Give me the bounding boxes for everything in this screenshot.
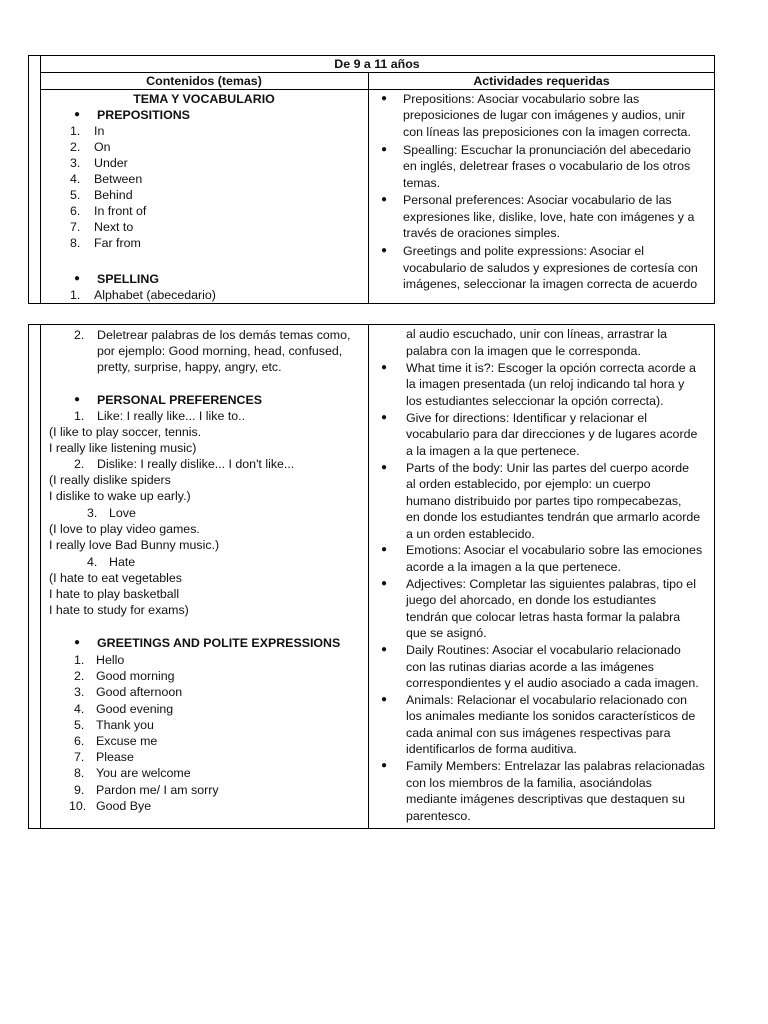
greeting-number: 9. <box>74 782 85 797</box>
preposition-item: Far from <box>94 236 141 250</box>
activity-line: en inglés, deletrear frases o vocabulario de los otros <box>403 159 691 174</box>
activity-line: juego del ahorcado, en donde los estudiantes <box>406 593 657 608</box>
section-title: TEMA Y VOCABULARIO <box>133 92 275 106</box>
bullet-icon: ● <box>74 109 81 120</box>
activity-line: Adjectives: Completar las siguientes palabras, tipo el <box>406 576 696 591</box>
greeting-item: You are welcome <box>96 766 191 781</box>
activity-line: expresiones like, dislike, love, hate con imágenes y a <box>403 209 695 224</box>
activity-line: Greetings and polite expressions: Asociar el <box>403 244 645 259</box>
activity-line: través de oraciones simples. <box>403 226 561 241</box>
column-divider <box>368 72 369 303</box>
bullet-icon: ● <box>381 760 388 772</box>
activity-line: Animals: Relacionar el vocabulario relacionado con <box>406 693 688 707</box>
preposition-item: In <box>94 124 105 138</box>
preferences-heading: PERSONAL PREFERENCES <box>97 393 263 407</box>
bullet-icon: ● <box>381 194 388 206</box>
greeting-number: 1. <box>74 653 85 667</box>
spelling-item: Alphabet (abecedario) <box>94 288 216 302</box>
bullet-icon: ● <box>74 637 81 648</box>
activity-line: a un orden establecido. <box>406 526 535 541</box>
preposition-number: 5. <box>70 188 81 202</box>
row-divider <box>40 89 714 90</box>
preposition-number: 4. <box>70 172 81 186</box>
greeting-number: 8. <box>74 766 85 781</box>
preposition-number: 1. <box>70 124 81 138</box>
header-activities: Actividades requeridas <box>473 74 610 88</box>
pref-number: 1. <box>74 409 85 423</box>
spelling-heading: SPELLING <box>97 272 159 286</box>
activity-line: parentesco. <box>406 808 471 823</box>
activity-continuation-line: al audio escuchado, unir con líneas, arrastrar la <box>406 327 668 341</box>
spelling-item-number: 1. <box>70 288 81 302</box>
activity-continuation-line: palabra con la imagen que le corresponda. <box>406 344 641 358</box>
bullet-icon: ● <box>381 143 388 155</box>
preposition-number: 2. <box>70 140 81 154</box>
activity-line: Give for directions: Identificar y relacionar el <box>406 410 648 425</box>
bullet-icon: ● <box>381 544 388 556</box>
activity-line: en donde los estudiantes tendrán que armarlo acorde <box>406 510 701 525</box>
bullet-icon: ● <box>74 273 81 284</box>
activity-line: Parts of the body: Unir las partes del cuerpo acorde <box>406 460 690 475</box>
greeting-item: Good afternoon <box>96 685 183 700</box>
greeting-number: 6. <box>74 734 85 748</box>
activity-line: la imagen presentada (un reloj indicando tal hora y <box>406 377 685 392</box>
activity-line: Daily Routines: Asociar el vocabulario relacionado <box>406 643 681 658</box>
bullet-icon: ● <box>381 694 388 705</box>
greeting-number: 10. <box>69 798 87 813</box>
activity-line: Spealling: Escuchar la pronunciación del abecedario <box>403 142 691 157</box>
activity-line: con las rutinas diarias acorde a las imágenes <box>406 659 654 674</box>
activity-line: cada animal con sus imágenes respectivas para <box>406 725 671 740</box>
activity-line: preposiciones de lugar con imágenes y audios, unir <box>403 108 686 123</box>
activity-line: Personal preferences: Asociar vocabulario de las <box>403 193 672 208</box>
greeting-item: Good morning <box>96 669 175 684</box>
spelling-item-number: 2. <box>74 328 85 342</box>
activity-line: vocabulario para dar direcciones y de lugares acorde <box>406 427 698 442</box>
bullet-icon: ● <box>381 461 388 473</box>
activity-line: acorde a la imagen a la que pertenece. <box>406 559 621 574</box>
greeting-item: Pardon me/ I am sorry <box>96 782 219 797</box>
bullet-icon: ● <box>381 644 388 656</box>
preposition-number: 8. <box>70 236 81 250</box>
preposition-item: Under <box>94 156 128 170</box>
activity-line: con líneas las preposiciones con la imagen correcta. <box>403 124 691 139</box>
bullet-icon: ● <box>381 411 388 423</box>
bullet-icon: ● <box>74 394 81 405</box>
pref-number: 3. <box>87 506 98 520</box>
greeting-number: 3. <box>74 685 85 700</box>
greetings-heading: GREETINGS AND POLITE EXPRESSIONS <box>97 636 341 650</box>
activity-line: mediante imágenes descriptivas que destaquen su <box>406 792 685 807</box>
preposition-item: Between <box>94 172 143 186</box>
bullet-icon: ● <box>381 362 388 373</box>
pref-example: I dislike to wake up early.) <box>49 489 191 503</box>
activity-line: vocabulario de saludos y expresiones de cortesía con <box>403 260 698 275</box>
preposition-number: 6. <box>70 204 81 218</box>
table-ages-9-11-part2 <box>28 324 715 829</box>
pref-number: 4. <box>87 555 98 569</box>
pref-example: I hate to play basketball <box>49 587 180 601</box>
table-ages-9-11-part1 <box>28 55 715 304</box>
activity-line: correspondientes y el audio asociado a cada imagen. <box>406 676 699 691</box>
pref-example: I really like listening music) <box>49 441 197 455</box>
preposition-number: 7. <box>70 220 81 234</box>
activity-line: temas. <box>403 175 441 190</box>
pref-dislike: Dislike: I really dislike... I don't like... <box>97 457 295 471</box>
table-title: De 9 a 11 años <box>334 57 420 71</box>
greeting-item: Good evening <box>96 701 174 716</box>
column-divider <box>40 325 41 828</box>
greeting-item: Good Bye <box>96 798 152 813</box>
greeting-item: Hello <box>96 653 125 667</box>
column-divider <box>368 325 369 828</box>
pref-like: Like: I really like... I like to.. <box>97 409 246 423</box>
pref-example: (I like to play soccer, tennis. <box>49 425 202 439</box>
activity-line: a la imagen a la que pertenece. <box>406 443 580 458</box>
greeting-number: 7. <box>74 750 85 765</box>
pref-number: 2. <box>74 457 85 471</box>
pref-example: (I hate to eat vegetables <box>49 571 182 585</box>
activity-line: Prepositions: Asociar vocabulario sobre las <box>403 92 640 106</box>
greeting-item: Thank you <box>96 717 154 732</box>
greeting-number: 5. <box>74 717 85 732</box>
activity-line: Family Members: Entrelazar las palabras relacionadas <box>406 759 705 774</box>
activity-line: que se asignó. <box>406 626 487 641</box>
pref-example: I really love Bad Bunny music.) <box>49 538 220 552</box>
greeting-number: 2. <box>74 669 85 684</box>
pref-hate: Hate <box>109 555 136 569</box>
activity-line: Emotions: Asociar el vocabulario sobre las emociones <box>406 543 703 558</box>
preposition-item: Next to <box>94 220 134 234</box>
prepositions-heading: PREPOSITIONS <box>97 108 190 122</box>
activity-line: What time it is?: Escoger la opción correcta acorde a <box>406 361 696 375</box>
spelling-item-line: pretty, surprise, happy, angry, etc. <box>97 360 282 374</box>
bullet-icon: ● <box>381 245 388 257</box>
preposition-item: Behind <box>94 188 133 202</box>
greeting-item: Excuse me <box>96 734 158 748</box>
preposition-number: 3. <box>70 156 81 170</box>
pref-love: Love <box>109 506 136 520</box>
header-contents: Contenidos (temas) <box>146 74 262 88</box>
preposition-item: On <box>94 140 111 154</box>
pref-example: (I love to play video games. <box>49 522 200 536</box>
pref-example: (I really dislike spiders <box>49 473 171 487</box>
greeting-number: 4. <box>74 701 85 716</box>
activity-line: humano distribuido por partes tipo rompecabezas, <box>406 493 682 508</box>
activity-line: imágenes, seleccionar la imagen correcta de acuerdo <box>403 276 698 291</box>
spelling-item-line: Deletrear palabras de los demás temas como, <box>97 328 351 342</box>
bullet-icon: ● <box>381 93 388 104</box>
activity-line: los estudiantes seleccionar la opción correcta). <box>406 393 664 408</box>
activity-line: los animales mediante los sonidos característicos de <box>406 709 696 724</box>
greeting-item: Please <box>96 750 134 765</box>
activity-line: al orden establecido, por ejemplo: un cuerpo <box>406 477 651 492</box>
pref-example: I hate to study for exams) <box>49 603 189 617</box>
bullet-icon: ● <box>381 577 388 589</box>
activity-line: tendrán que colocar letras hasta formar la palabra <box>406 609 681 624</box>
activity-line: con los miembros de la familia, asociándolas <box>406 775 652 790</box>
activity-line: identificarlos de forma auditiva. <box>406 742 577 757</box>
preposition-item: In front of <box>94 204 147 218</box>
spelling-item-line: por ejemplo: Good morning, head, confused, <box>97 344 343 358</box>
